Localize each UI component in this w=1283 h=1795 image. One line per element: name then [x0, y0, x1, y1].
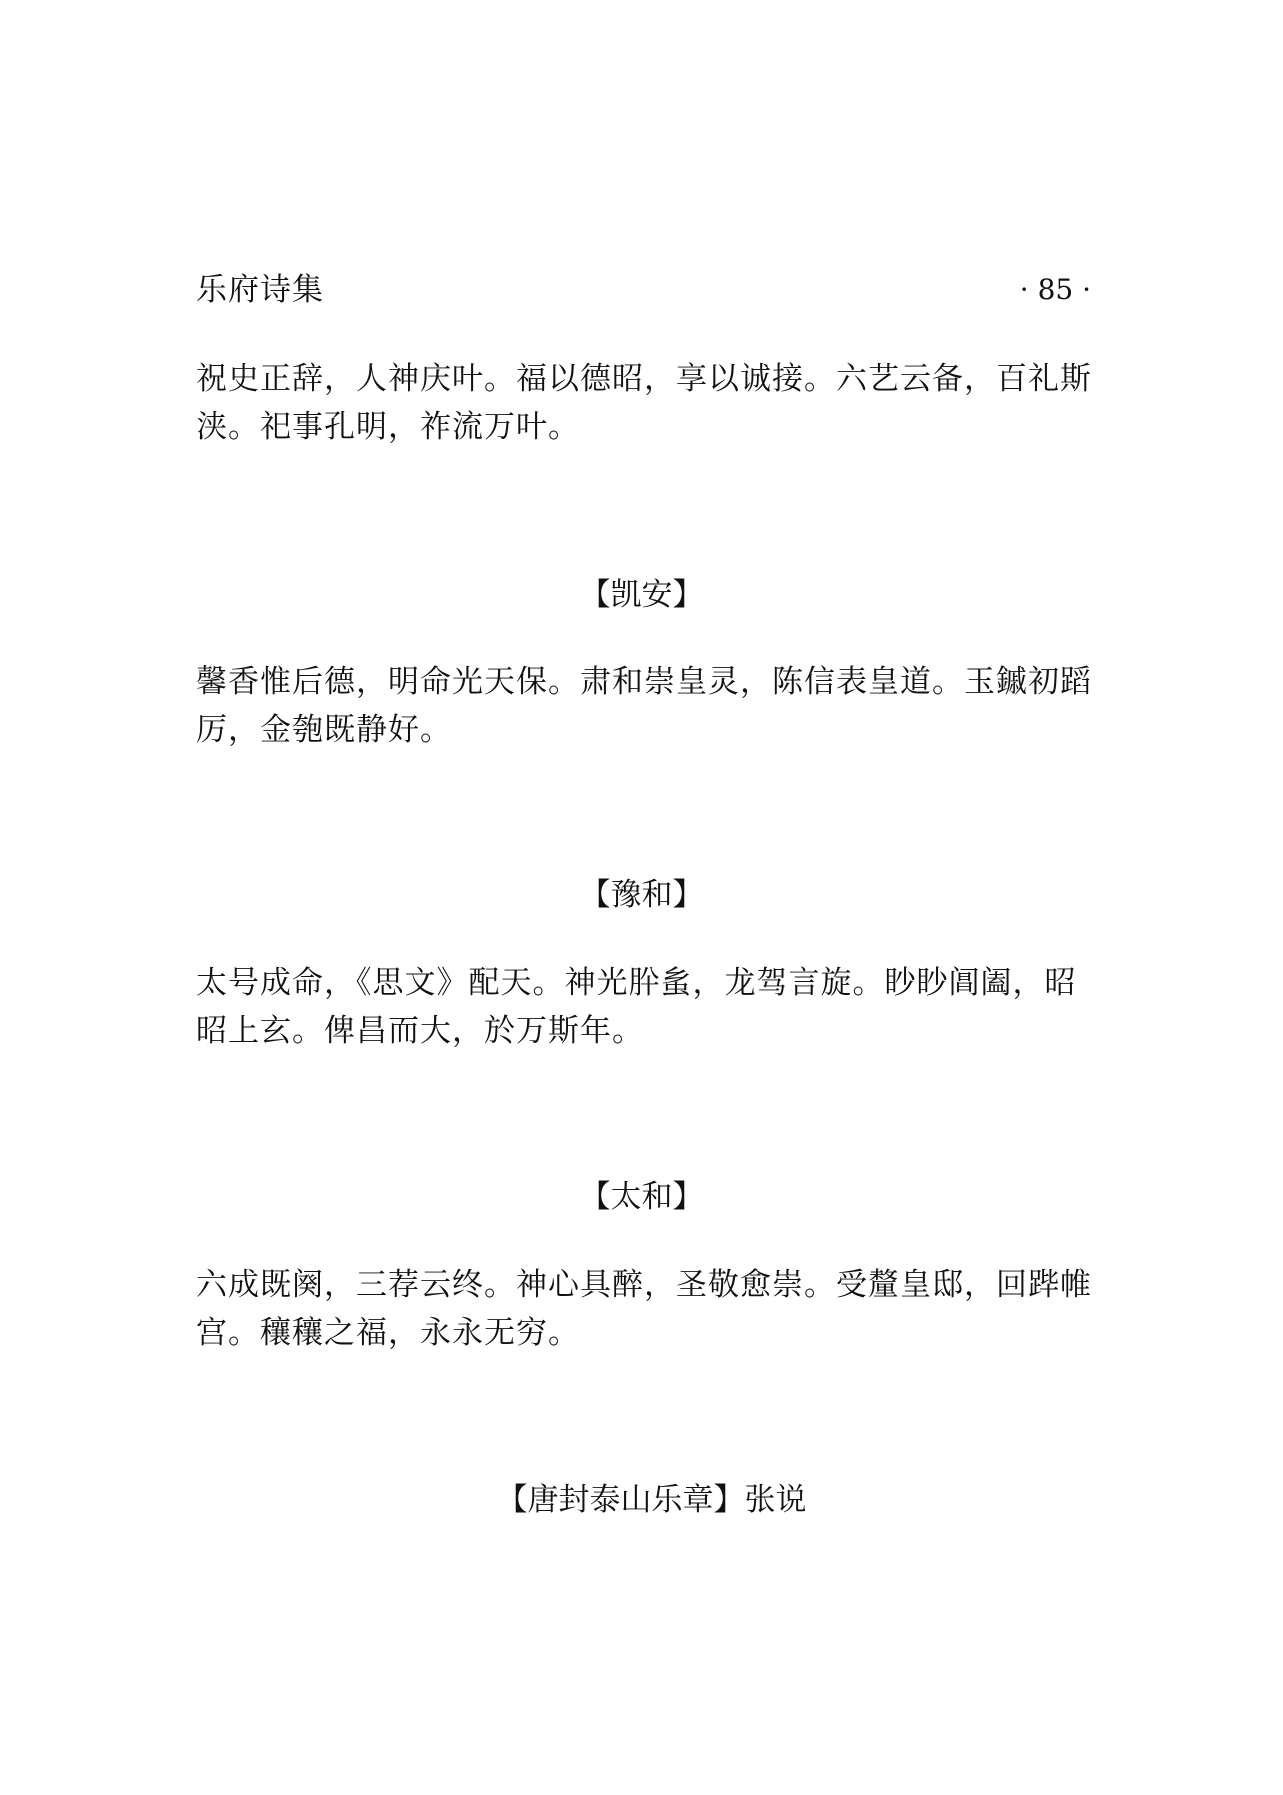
- section-heading-tang-fengtaishan: 【唐封泰山乐章】张说: [496, 1482, 807, 1518]
- section-heading-kaian: 【凯安】: [579, 577, 704, 613]
- verse-paragraph: 六成既阕，三荐云终。神心具醉，圣敬愈崇。受釐皇邸，回跸帷宫。穰穰之福，永永无穷。: [196, 1267, 1092, 1351]
- page-number: · 85 ·: [1019, 273, 1091, 306]
- verse-paragraph: 祝史正辞，人神庆叶。福以德昭，享以诚接。六艺云备，百礼斯浃。祀事孔明，祚流万叶。: [196, 361, 1092, 445]
- book-title: 乐府诗集: [196, 272, 324, 308]
- section-heading-taihe: 【太和】: [579, 1179, 704, 1215]
- section-heading-yuhe: 【豫和】: [579, 877, 704, 913]
- verse-paragraph: 太号成命，《思文》配天。神光肸蚃，龙驾言旋。眇眇阊阖，昭昭上玄。俾昌而大，於万斯年。: [196, 965, 1077, 1049]
- verse-paragraph: 馨香惟后德，明命光天保。肃和崇皇灵，陈信表皇道。玉鏚初蹈厉，金匏既静好。: [196, 664, 1092, 748]
- page-header: [196, 268, 1091, 312]
